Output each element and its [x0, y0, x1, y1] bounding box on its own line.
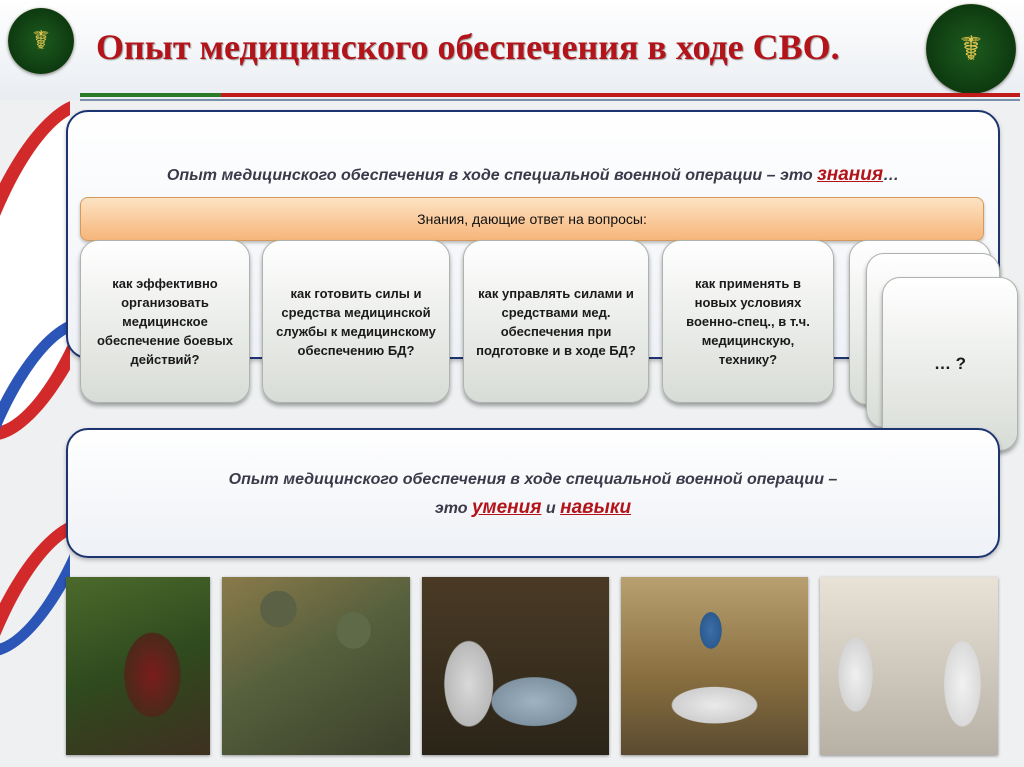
photo-field-first-aid [222, 577, 410, 755]
emblem-logo-left: ☤ [8, 8, 74, 74]
question-card: как управлять силами и средствами мед. обеспечения при подготовке и в ходе БД? [463, 240, 649, 403]
skills-heading: Опыт медицинского обеспечения в ходе специальной военной операции – это умения и навыки [228, 471, 838, 518]
question-card: как применять в новых условиях военно-спец., в т.ч. медицинскую, технику? [662, 240, 834, 403]
questions-banner: Знания, дающие ответ на вопросы: [80, 197, 984, 241]
photo-field-hospital-ward [621, 577, 808, 755]
flag-ribbon-decoration [0, 90, 70, 710]
page-title: Опыт медицинского обеспечения в ходе СВО. [96, 27, 840, 67]
question-card-more: … ? [882, 277, 1018, 451]
skills-panel [66, 428, 1000, 558]
title-underline [80, 93, 1020, 97]
question-card: как готовить силы и средства медицинской службы к медицинскому обеспечению БД? [262, 240, 450, 403]
emblem-logo-right: ☤ [926, 4, 1016, 94]
photo-wounded-soldier [66, 577, 210, 755]
photo-field-surgery [422, 577, 609, 755]
question-card: как эффективно организовать медицинское обеспечение боевых действий? [80, 240, 250, 403]
photo-operating-room [820, 577, 998, 755]
knowledge-heading: Опыт медицинского обеспечения в ходе специальной военной операции – это знания… [166, 164, 900, 185]
keyword-knowledge: знания [817, 164, 884, 185]
keyword-skills: навыки [560, 497, 632, 518]
title-underline-secondary [80, 99, 1020, 101]
keyword-abilities: умения [471, 497, 542, 518]
